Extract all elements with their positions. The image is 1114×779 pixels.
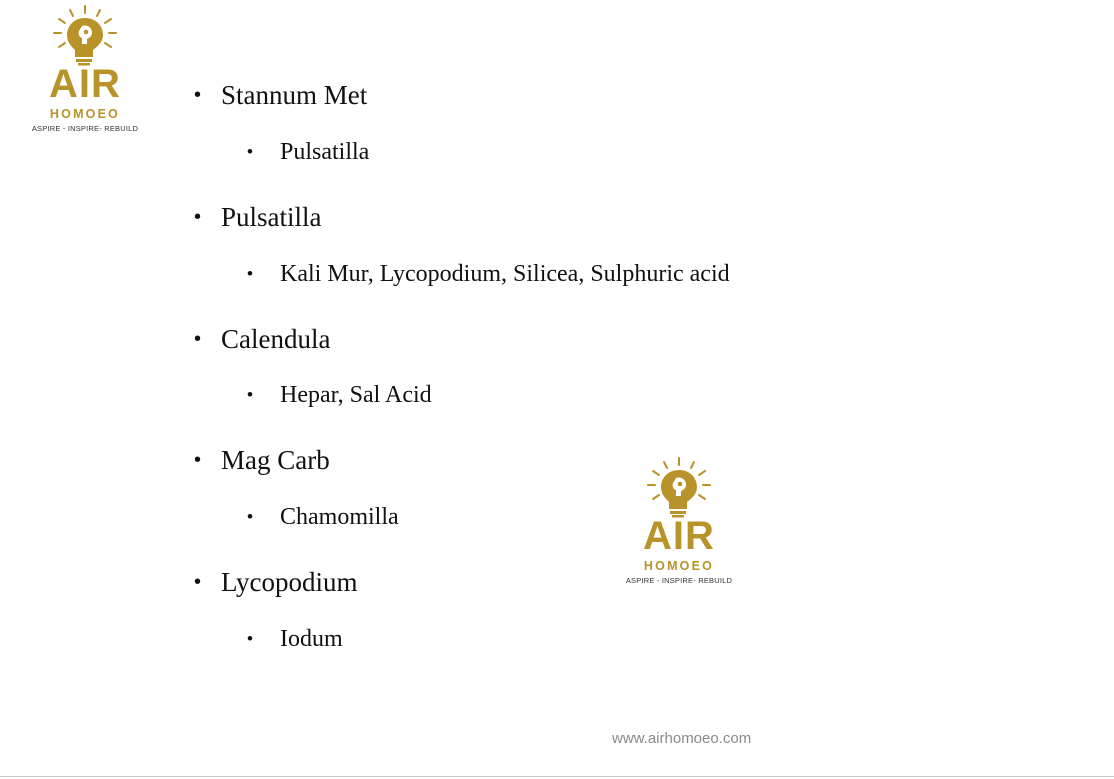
website-url: www.airhomoeo.com [612,730,752,747]
bullet-icon: • [194,84,202,106]
list-item-level1 [194,202,322,232]
logo-word: AIR [49,62,121,106]
slide-bottom-divider [0,776,1114,777]
watermark-logo [624,456,734,586]
lightbulb-head-icon [624,456,734,518]
related-remedies: Hepar, Sal Acid [280,382,432,408]
list-item-level2 [247,503,399,531]
list-item-level1 [194,324,330,354]
bullet-icon: • [247,142,253,161]
list-item-level2 [247,138,369,166]
logo-tagline: ASPIRE - INSPIRE- REBUILD [625,576,733,585]
related-remedies: Iodum [280,626,343,652]
bullet-icon: • [194,449,202,471]
lightbulb-head-icon [30,4,140,66]
remedy-label: Mag Carb [221,445,330,475]
list-item-level2 [247,381,432,409]
logo-subword: HOMOEO [643,559,715,573]
remedy-label: Pulsatilla [221,202,322,232]
remedy-label: Lycopodium [221,567,358,597]
logo-subword: HOMOEO [49,107,121,121]
list-item-level1 [194,445,330,475]
remedy-label: Calendula [221,324,331,354]
bullet-icon: • [247,264,253,283]
logo-word: AIR [643,514,715,558]
related-remedies: Kali Mur, Lycopodium, Silicea, Sulphuric acid [280,261,730,287]
bullet-icon: • [247,507,253,526]
bullet-icon: • [247,629,253,648]
brand-logo [30,4,140,134]
bullet-icon: • [194,571,202,593]
related-remedies: Chamomilla [280,504,399,530]
bullet-icon: • [194,206,202,228]
list-item-level1 [194,567,358,597]
bullet-icon: • [247,385,253,404]
bullet-icon: • [194,328,202,350]
list-item-level1 [194,80,367,110]
list-item-level2 [247,260,730,288]
logo-tagline: ASPIRE - INSPIRE- REBUILD [31,124,139,133]
list-item-level2 [247,625,343,653]
related-remedies: Pulsatilla [280,139,370,165]
remedy-label: Stannum Met [221,80,368,110]
